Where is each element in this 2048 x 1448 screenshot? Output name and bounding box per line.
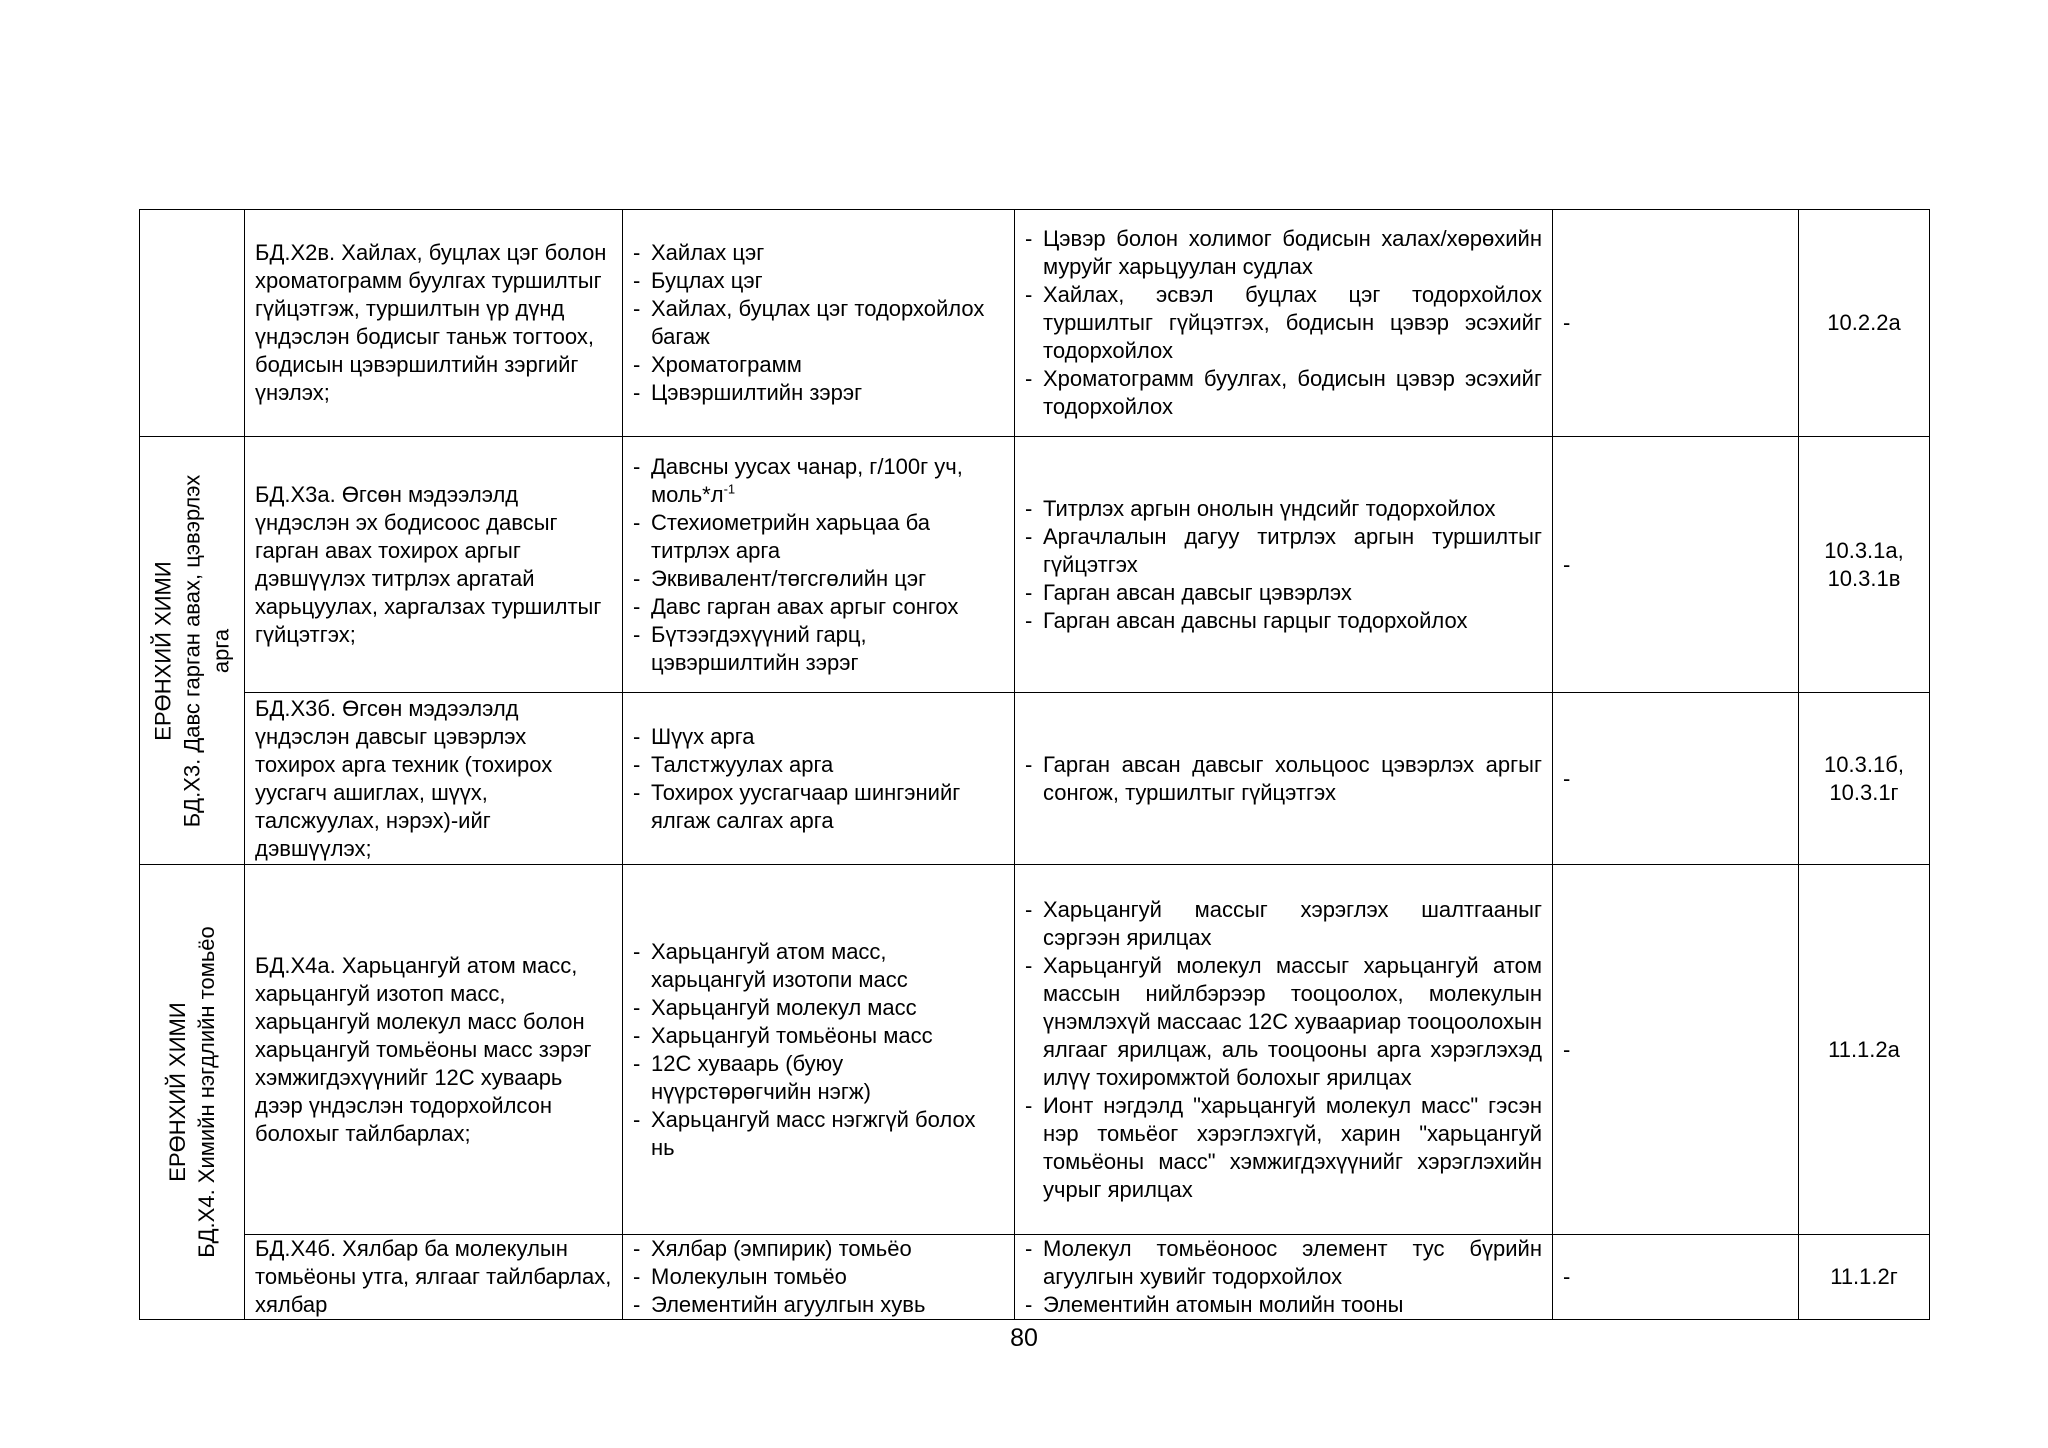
- list-item: - Шүүх арга: [651, 723, 1004, 751]
- list-item: - Цэвэршилтийн зэрэг: [651, 379, 1004, 407]
- side-label-line: арга: [208, 628, 234, 673]
- list-item: - Ионт нэгдэлд "харьцангуй молекул масс" гэсэн нэр томьёог хэрэглэхгүй, харин "харьцангуй томьёоны масс" хэмжигдэхүүнийг хэрэглэхийн учрыг ярилцах: [1043, 1092, 1542, 1204]
- content-list: [633, 239, 1004, 407]
- list-item: - Хроматограмм буулгах, бодисын цэвэр эсэхийг тодорхойлох: [1043, 365, 1542, 421]
- content-list: [633, 453, 1004, 677]
- list-item: - Гарган авсан давсыг хольцоос цэвэрлэх аргыг сонгож, туршилтыг гүйцэтгэх: [1043, 751, 1542, 807]
- code-cell: 11.1.2г: [1799, 1235, 1930, 1320]
- content-list: [633, 723, 1004, 835]
- activities-cell: [1015, 865, 1553, 1235]
- content-list: [633, 938, 1004, 1162]
- objective-cell: [245, 865, 623, 1235]
- list-item: - Хайлах, эсвэл буцлах цэг тодорхойлох туршилтыг гүйцэтгэх, бодисын цэвэр эсэхийг тодорхойлох: [1043, 281, 1542, 365]
- content-cell: [623, 693, 1015, 865]
- list-item: - Давс гарган авах аргыг сонгох: [651, 593, 1004, 621]
- objective-cell: [245, 693, 623, 865]
- list-item: - Стехиометрийн харьцаа ба титрлэх арга: [651, 509, 1004, 565]
- list-item: - Бүтээгдэхүүний гарц, цэвэршилтийн зэрэг: [651, 621, 1004, 677]
- list-item: - Харьцангуй атом масс, харьцангуй изотопи масс: [651, 938, 1004, 994]
- code-line: 10.3.1а,: [1824, 537, 1904, 563]
- activities-list: [1025, 495, 1542, 635]
- table-row: [140, 865, 1930, 1235]
- activities-list: [1025, 1235, 1542, 1319]
- list-item: - Харьцангуй томьёоны масс: [651, 1022, 1004, 1050]
- activities-list: [1025, 225, 1542, 421]
- list-item: - Харьцангуй молекул масс: [651, 994, 1004, 1022]
- list-item: - Титрлэх аргын онолын үндсийг тодорхойлох: [1043, 495, 1542, 523]
- activities-cell: [1015, 693, 1553, 865]
- content-cell: [623, 1235, 1015, 1320]
- list-item: - Элементийн атомын молийн тооны: [1043, 1291, 1542, 1319]
- list-item: - Буцлах цэг: [651, 267, 1004, 295]
- code-cell: [1799, 693, 1930, 865]
- objective-text: БД.Х4а. Харьцангуй атом масс, харьцангуй изотоп масс, харьцангуй молекул масс болон харьцангуй томьёоны масс зэрэг хэмжигдэхүүнийг 12C хуваарь дээр үндэслэн тодорхойлсон болохыг тайлбарлах;: [255, 952, 592, 1146]
- list-item: - Эквивалент/төгсгөлийн цэг: [651, 565, 1004, 593]
- extra-cell: -: [1553, 210, 1799, 437]
- content-cell: [623, 437, 1015, 693]
- side-label-line: ЕРӨНХИЙ ХИМИ: [165, 1002, 190, 1182]
- activities-cell: [1015, 1235, 1553, 1320]
- code-cell: 10.2.2а: [1799, 210, 1930, 437]
- list-item: - Харьцангуй молекул массыг харьцангуй атом массын нийлбэрээр тооцоолох, молекулын үнэмлэхүй массаас 12C хуваариар тооцоолохын ялгааг ярилцаж, аль тооцооны арга хэрэглэхэд илүү тохиромжтой болохыг ярилцах: [1043, 952, 1542, 1092]
- list-item: - Цэвэр болон холимог бодисын халах/хөрөхийн муруйг харьцуулан судлах: [1043, 225, 1542, 281]
- list-item: [651, 453, 1004, 509]
- list-item: - Хайлах, буцлах цэг тодорхойлох багаж: [651, 295, 1004, 351]
- extra-cell: -: [1553, 693, 1799, 865]
- list-item: - Хялбар (эмпирик) томьёо: [651, 1235, 1004, 1263]
- side-label: [149, 474, 236, 827]
- list-item: - 12C хуваарь (буюу нүүрстөрөгчийн нэгж): [651, 1050, 1004, 1106]
- content-list: [633, 1235, 1004, 1319]
- extra-cell: -: [1553, 1235, 1799, 1320]
- activities-cell: [1015, 210, 1553, 437]
- list-item: - Аргачлалын дагуу титрлэх аргын туршилтыг гүйцэтгэх: [1043, 523, 1542, 579]
- code-cell: 11.1.2а: [1799, 865, 1930, 1235]
- table-row: [140, 437, 1930, 693]
- side-label-cell-empty: [140, 210, 245, 437]
- code-line: 10.3.1в: [1827, 565, 1901, 591]
- table-row: [140, 1235, 1930, 1320]
- side-label: [163, 926, 221, 1258]
- table-row: [140, 210, 1930, 437]
- list-item: - Хроматограмм: [651, 351, 1004, 379]
- list-item: - Молекулын томьёо: [651, 1263, 1004, 1291]
- objective-text: БД.Х4б. Хялбар ба молекулын томьёоны утга, ялгааг тайлбарлах, хялбар: [255, 1236, 612, 1317]
- side-label-line: БД.Х3. Давс гарган авах, цэвэрлэх: [179, 474, 205, 827]
- list-item: - Элементийн агуулгын хувь: [651, 1291, 1004, 1319]
- list-item: - Харьцангуй массыг хэрэглэх шалтгааныг сэргээн ярилцах: [1043, 896, 1542, 952]
- objective-text: БД.Х3а. Өгсөн мэдээлэлд үндэслэн эх бодисоос давсыг гарган авах тохирох аргыг дэвшүүлэх титрлэх аргатай харьцуулах, харгалзах туршилтыг гүйцэтгэх;: [255, 481, 602, 647]
- list-item-text: Давсны уусах чанар, г/100г уч, моль*л: [651, 453, 963, 507]
- extra-cell: -: [1553, 437, 1799, 693]
- side-label-line: БД.Х4. Химийн нэгдлийн томьёо: [194, 926, 219, 1258]
- side-label-line: ЕРӨНХИЙ ХИМИ: [150, 560, 176, 741]
- list-item: - Хайлах цэг: [651, 239, 1004, 267]
- list-item: - Талстжуулах арга: [651, 751, 1004, 779]
- list-item: - Молекул томьёоноос элемент тус бүрийн агуулгын хувийг тодорхойлох: [1043, 1235, 1542, 1291]
- activities-list: [1025, 751, 1542, 807]
- code-line: 10.3.1б,: [1824, 751, 1904, 777]
- page-number: 80: [1010, 1324, 1038, 1352]
- objective-cell: [245, 437, 623, 693]
- list-item: - Тохирох уусгагчаар шингэнийг ялгаж салгах арга: [651, 779, 1004, 835]
- objective-cell: [245, 1235, 623, 1320]
- side-label-cell: [140, 865, 245, 1320]
- side-label-cell: [140, 437, 245, 865]
- table-row: [140, 693, 1930, 865]
- list-item: - Харьцангуй масс нэгжгүй болох нь: [651, 1106, 1004, 1162]
- code-cell: [1799, 437, 1930, 693]
- objective-cell: [245, 210, 623, 437]
- curriculum-table: [139, 209, 1930, 1320]
- objective-text: БД.Х2в. Хайлах, буцлах цэг болон хроматограмм буулгах туршилтыг гүйцэтгэж, туршилтын үр дүнд үндэслэн бодисыг таньж тогтоох, бодисын цэвэршилтийн зэргийг үнэлэх;: [255, 240, 607, 405]
- content-cell: [623, 210, 1015, 437]
- extra-cell: -: [1553, 865, 1799, 1235]
- activities-cell: [1015, 437, 1553, 693]
- code-line: 10.3.1г: [1829, 779, 1899, 805]
- objective-text: БД.Х3б. Өгсөн мэдээлэлд үндэслэн давсыг цэвэрлэх тохирох арга техник (тохирох уусгагч ашиглах, шүүх, талсжуулах, нэрэх)-ийг дэвшүүлэх;: [255, 695, 553, 861]
- content-cell: [623, 865, 1015, 1235]
- list-item: - Гарган авсан давсыг цэвэрлэх: [1043, 579, 1542, 607]
- activities-list: [1025, 896, 1542, 1204]
- unit-superscript: -1: [723, 481, 736, 497]
- list-item: - Гарган авсан давсны гарцыг тодорхойлох: [1043, 607, 1542, 635]
